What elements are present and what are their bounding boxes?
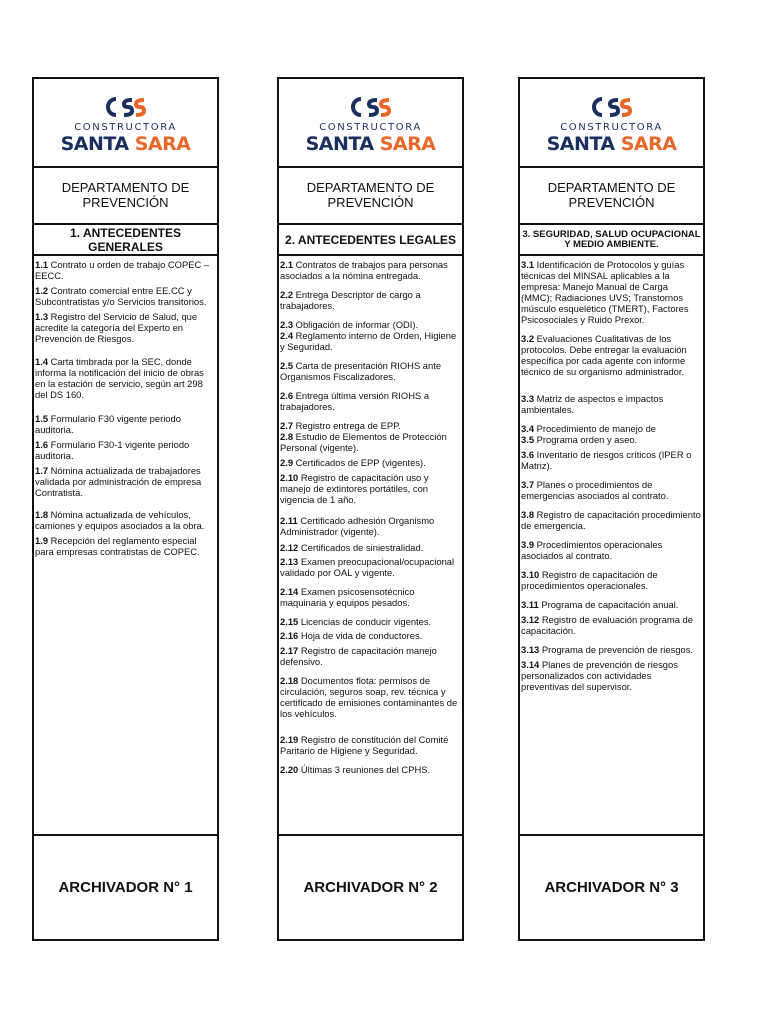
binder-label-2: [277, 77, 464, 941]
item-text: Registro de capacitación procedimiento de emergencia.: [521, 509, 701, 531]
item-number: 2.3: [280, 319, 294, 330]
item-list: [279, 259, 462, 775]
item-text: Programa de capacitación anual.: [538, 599, 679, 610]
item-number: 2.18: [280, 675, 299, 686]
item-number: 1.6: [35, 439, 49, 450]
item-number: 3.1: [521, 259, 535, 270]
list-item: [280, 360, 460, 382]
item-number: 1.4: [35, 356, 49, 367]
list-item: [280, 616, 460, 627]
list-item: [521, 539, 701, 561]
item-text: Procedimientos operacionales asociados al contrato.: [521, 539, 663, 561]
item-text: Formulario F30-1 vigente periodo auditoria.: [35, 439, 190, 461]
item-number: 3.8: [521, 509, 535, 520]
item-text: Registro de capacitación manejo defensivo.: [280, 645, 437, 667]
item-text: Registro de capacitación de procedimientos operacionales.: [521, 569, 658, 591]
item-number: 2.17: [280, 645, 299, 656]
item-text: Examen psicosensotécnico maquinaria y equipos pesados.: [280, 586, 415, 608]
css-logo-mark-icon: [350, 96, 392, 118]
item-number: 2.16: [280, 630, 299, 641]
list-item: [521, 569, 701, 591]
item-number: 2.15: [280, 616, 299, 627]
item-text: Registro de constitución del Comité Paritario de Higiene y Seguridad.: [280, 734, 449, 756]
item-list: [34, 259, 217, 557]
list-item: [521, 644, 701, 655]
item-text: Entrega última versión RIOHS a trabajadores.: [280, 390, 430, 412]
item-text: Planes o procedimientos de emergencias asociados al contrato.: [521, 479, 669, 501]
item-text: Certificados de EPP (vigentes).: [293, 457, 426, 468]
item-text: Contratos de trabajos para personas asociados a la nómina entregada.: [280, 259, 448, 281]
item-number: 2.14: [280, 586, 299, 597]
section-title: 3. SEGURIDAD, SALUD OCUPACIONAL Y MEDIO AMBIENTE.: [520, 225, 703, 256]
item-text: Recepción del reglamento especial para empresas contratistas de COPEC.: [35, 535, 200, 557]
list-item: [35, 465, 215, 498]
item-number: 3.5: [521, 434, 535, 445]
list-item: [521, 614, 701, 636]
item-number: 2.8: [280, 431, 294, 442]
logo-santa-sara: SANTA SARA: [60, 133, 191, 155]
logo-constructora: CONSTRUCTORA: [319, 122, 422, 133]
item-number: 3.13: [521, 644, 540, 655]
item-text: Nómina actualizada de vehículos, camiones y equipos asociados a la obra.: [35, 509, 205, 531]
item-text: Evaluaciones Cualitativas de los protocolos. Debe entregar la evaluación específica por cada agente con informe técnico de su organismo administrador.: [521, 333, 687, 377]
list-item: [521, 434, 701, 445]
item-text: Certificados de siniestralidad.: [298, 542, 424, 553]
item-number: 2.12: [280, 542, 299, 553]
item-number: 2.7: [280, 420, 294, 431]
item-number: 3.2: [521, 333, 535, 344]
item-text: Registro de capacitación uso y manejo de extintores portátiles, con vigencia de 1 año.: [280, 472, 429, 505]
list-item: [280, 472, 460, 505]
list-item: [280, 259, 460, 281]
list-item: [521, 659, 701, 692]
list-item: [280, 542, 460, 553]
item-text: Programa orden y aseo.: [534, 434, 638, 445]
item-text: Hoja de vida de conductores.: [298, 630, 423, 641]
css-logo-mark-icon: [591, 96, 633, 118]
item-text: Identificación de Protocolos y guías técnicas del MINSAL aplicables a la empresa: Manejo Manual de Carga (MMC); Radiaciones UVS; Transtornos músculo esquelético (TMERT), Factores Psicosociales y Ruido Prexor.: [521, 259, 689, 325]
item-number: 3.4: [521, 423, 535, 434]
item-number: 3.9: [521, 539, 535, 550]
list-item: [280, 420, 460, 431]
logo-constructora: CONSTRUCTORA: [560, 122, 663, 133]
item-number: 2.2: [280, 289, 294, 300]
list-item: [280, 289, 460, 311]
list-item: [35, 285, 215, 307]
binder-number: ARCHIVADOR N° 1: [34, 834, 217, 939]
logo: [279, 79, 462, 168]
list-item: [35, 413, 215, 435]
item-text: Planes de prevención de riesgos personalizados con actividades preventivas del supervisor.: [521, 659, 678, 692]
item-text: Reglamento interno de Orden, Higiene y Seguridad.: [280, 330, 457, 352]
item-number: 1.2: [35, 285, 49, 296]
item-number: 2.20: [280, 764, 299, 775]
section-title: 1. ANTECEDENTES GENERALES: [34, 225, 217, 256]
item-number: 2.13: [280, 556, 299, 567]
item-text: Carta de presentación RIOHS ante Organismos Fiscalizadores.: [280, 360, 442, 382]
item-number: 3.3: [521, 393, 535, 404]
list-item: [521, 333, 701, 377]
department-title: DEPARTAMENTO DE PREVENCIÓN: [34, 166, 217, 225]
item-number: 2.1: [280, 259, 294, 270]
item-text: Contrato comercial entre EE.CC y Subcontratistas y/o Servicios transitorios.: [35, 285, 207, 307]
logo-constructora: CONSTRUCTORA: [74, 122, 177, 133]
logo: [520, 79, 703, 168]
list-item: [280, 675, 460, 719]
item-number: 3.11: [521, 599, 539, 610]
list-item: [35, 311, 215, 344]
item-text: Entrega Descriptor de cargo a trabajadores.: [280, 289, 421, 311]
list-item: [35, 259, 215, 281]
list-item: [35, 535, 215, 557]
item-text: Últimas 3 reuniones del CPHS.: [298, 764, 431, 775]
list-item: [35, 509, 215, 531]
item-text: Registro entrega de EPP.: [293, 420, 401, 431]
list-item: [35, 356, 215, 400]
list-item: [280, 390, 460, 412]
item-text: Documentos flota: permisos de circulación, seguros soap, rev. técnica y certificado de emisiones contaminantes de los vehículos.: [280, 675, 458, 719]
binder-number: ARCHIVADOR N° 2: [279, 834, 462, 939]
item-number: 2.9: [280, 457, 294, 468]
logo-santa-sara: SANTA SARA: [305, 133, 436, 155]
list-item: [280, 645, 460, 667]
list-item: [35, 439, 215, 461]
item-text: Contrato u orden de trabajo COPEC – EECC.: [35, 259, 210, 281]
section-title: 2. ANTECEDENTES LEGALES: [279, 225, 462, 256]
item-number: 3.10: [521, 569, 540, 580]
logo-santa-sara: SANTA SARA: [546, 133, 677, 155]
item-text: Certificado adhesión Organismo Administrador (vigente).: [280, 515, 435, 537]
list-item: [521, 259, 701, 325]
item-text: Carta timbrada por la SEC, donde informa la notificación del inicio de obras en la estación de servicio, según art 298 del DS 160.: [35, 356, 204, 400]
item-text: Formulario F30 vigente periodo auditoria.: [35, 413, 181, 435]
item-text: Nómina actualizada de trabajadores validada por administración de empresa Contratista.: [35, 465, 202, 498]
list-item: [280, 586, 460, 608]
list-item: [280, 764, 460, 775]
item-text: Matriz de aspectos e impactos ambientales.: [521, 393, 664, 415]
item-number: 2.10: [280, 472, 299, 483]
item-text: Registro del Servicio de Salud, que acredite la categoría del Experto en Prevención de Riesgos.: [35, 311, 198, 344]
list-item: [521, 599, 701, 610]
item-text: Estudio de Elementos de Protección Personal (vigente).: [280, 431, 447, 453]
item-text: Obligación de informar (ODI).: [293, 319, 419, 330]
item-text: Licencias de conducir vigentes.: [298, 616, 432, 627]
item-text: Registro de evaluación programa de capacitación.: [521, 614, 693, 636]
list-item: [280, 457, 460, 468]
item-number: 2.19: [280, 734, 299, 745]
binder-label-1: [32, 77, 219, 941]
item-number: 1.9: [35, 535, 49, 546]
item-number: 1.8: [35, 509, 49, 520]
list-item: [521, 509, 701, 531]
item-text: Programa de prevención de riesgos.: [539, 644, 693, 655]
department-title: DEPARTAMENTO DE PREVENCIÓN: [279, 166, 462, 225]
list-item: [521, 449, 701, 471]
item-number: 2.6: [280, 390, 294, 401]
binder-label-3: [518, 77, 705, 941]
binder-number: ARCHIVADOR N° 3: [520, 834, 703, 939]
item-text: Procedimiento de manejo de: [534, 423, 656, 434]
list-item: [521, 423, 701, 434]
item-number: 3.14: [521, 659, 540, 670]
item-text: Examen preocupacional/ocupacional validado por OAL y vigente.: [280, 556, 455, 578]
item-number: 1.3: [35, 311, 49, 322]
item-number: 3.7: [521, 479, 535, 490]
item-number: 1.5: [35, 413, 49, 424]
item-list: [520, 259, 703, 692]
list-item: [280, 431, 460, 453]
list-item: [280, 556, 460, 578]
list-item: [521, 479, 701, 501]
logo: [34, 79, 217, 168]
item-number: 3.12: [521, 614, 540, 625]
list-item: [280, 734, 460, 756]
item-number: 3.6: [521, 449, 535, 460]
item-text: Inventario de riesgos críticos (IPER o Matriz).: [521, 449, 692, 471]
list-item: [280, 630, 460, 641]
list-item: [280, 319, 460, 330]
item-number: 1.1: [35, 259, 49, 270]
list-item: [521, 393, 701, 415]
list-item: [280, 330, 460, 352]
item-number: 1.7: [35, 465, 49, 476]
item-number: 2.11: [280, 515, 298, 526]
department-title: DEPARTAMENTO DE PREVENCIÓN: [520, 166, 703, 225]
list-item: [280, 515, 460, 537]
css-logo-mark-icon: [105, 96, 147, 118]
item-number: 2.5: [280, 360, 294, 371]
item-number: 2.4: [280, 330, 294, 341]
